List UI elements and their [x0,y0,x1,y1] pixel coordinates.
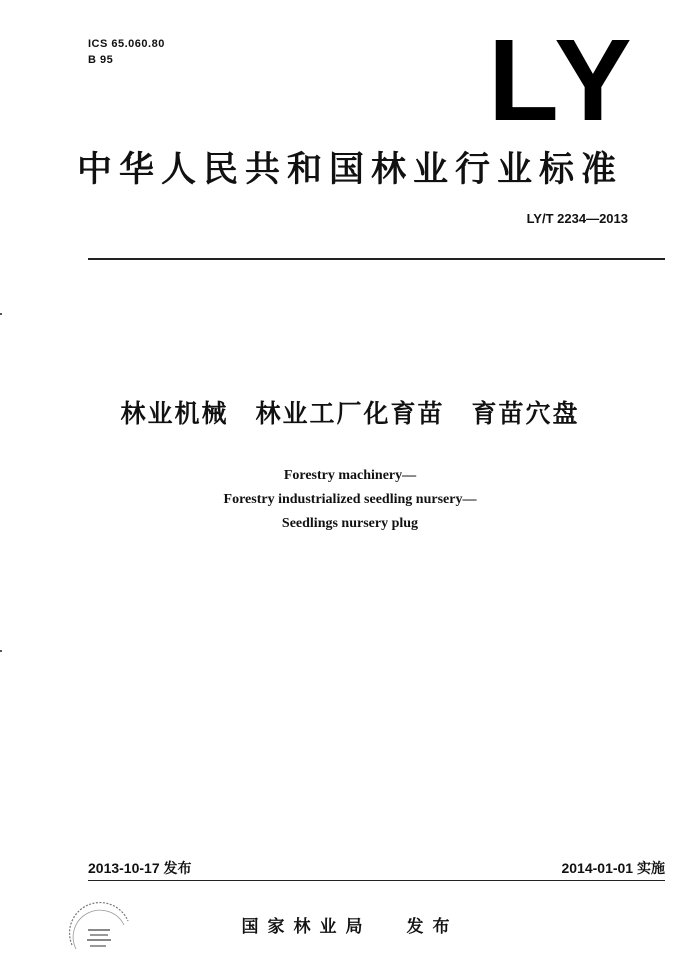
publish-date: 2013-10-17 发布 [88,860,192,876]
ccs-code: B 95 [88,54,114,66]
ics-code: ICS 65.060.80 [88,38,165,50]
scan-speck [0,650,2,652]
ly-logo: LY [488,15,638,145]
header-divider [88,258,665,260]
implement-date: 2014-01-01 实施 [561,860,665,876]
title-en-line-2: Forestry industrialized seedling nursery— [223,492,477,507]
issuer-action: 发布 [406,917,459,937]
footer-divider [88,880,665,881]
title-en-line-3: Seedlings nursery plug [281,516,419,531]
document-title-en [0,464,700,536]
classification-codes [88,36,165,68]
standard-series-title: 中华人民共和国林业行业标准 [76,150,623,190]
publisher-stamp-icon [60,895,140,955]
issuer-name: 国家林业局 [241,917,372,937]
document-title-cn: 林业机械 林业工厂化育苗 育苗穴盘 [120,399,580,428]
title-en-line-1: Forestry machinery— [283,468,417,483]
scan-speck [0,313,2,315]
standard-number: LY/T 2234—2013 [526,211,628,226]
